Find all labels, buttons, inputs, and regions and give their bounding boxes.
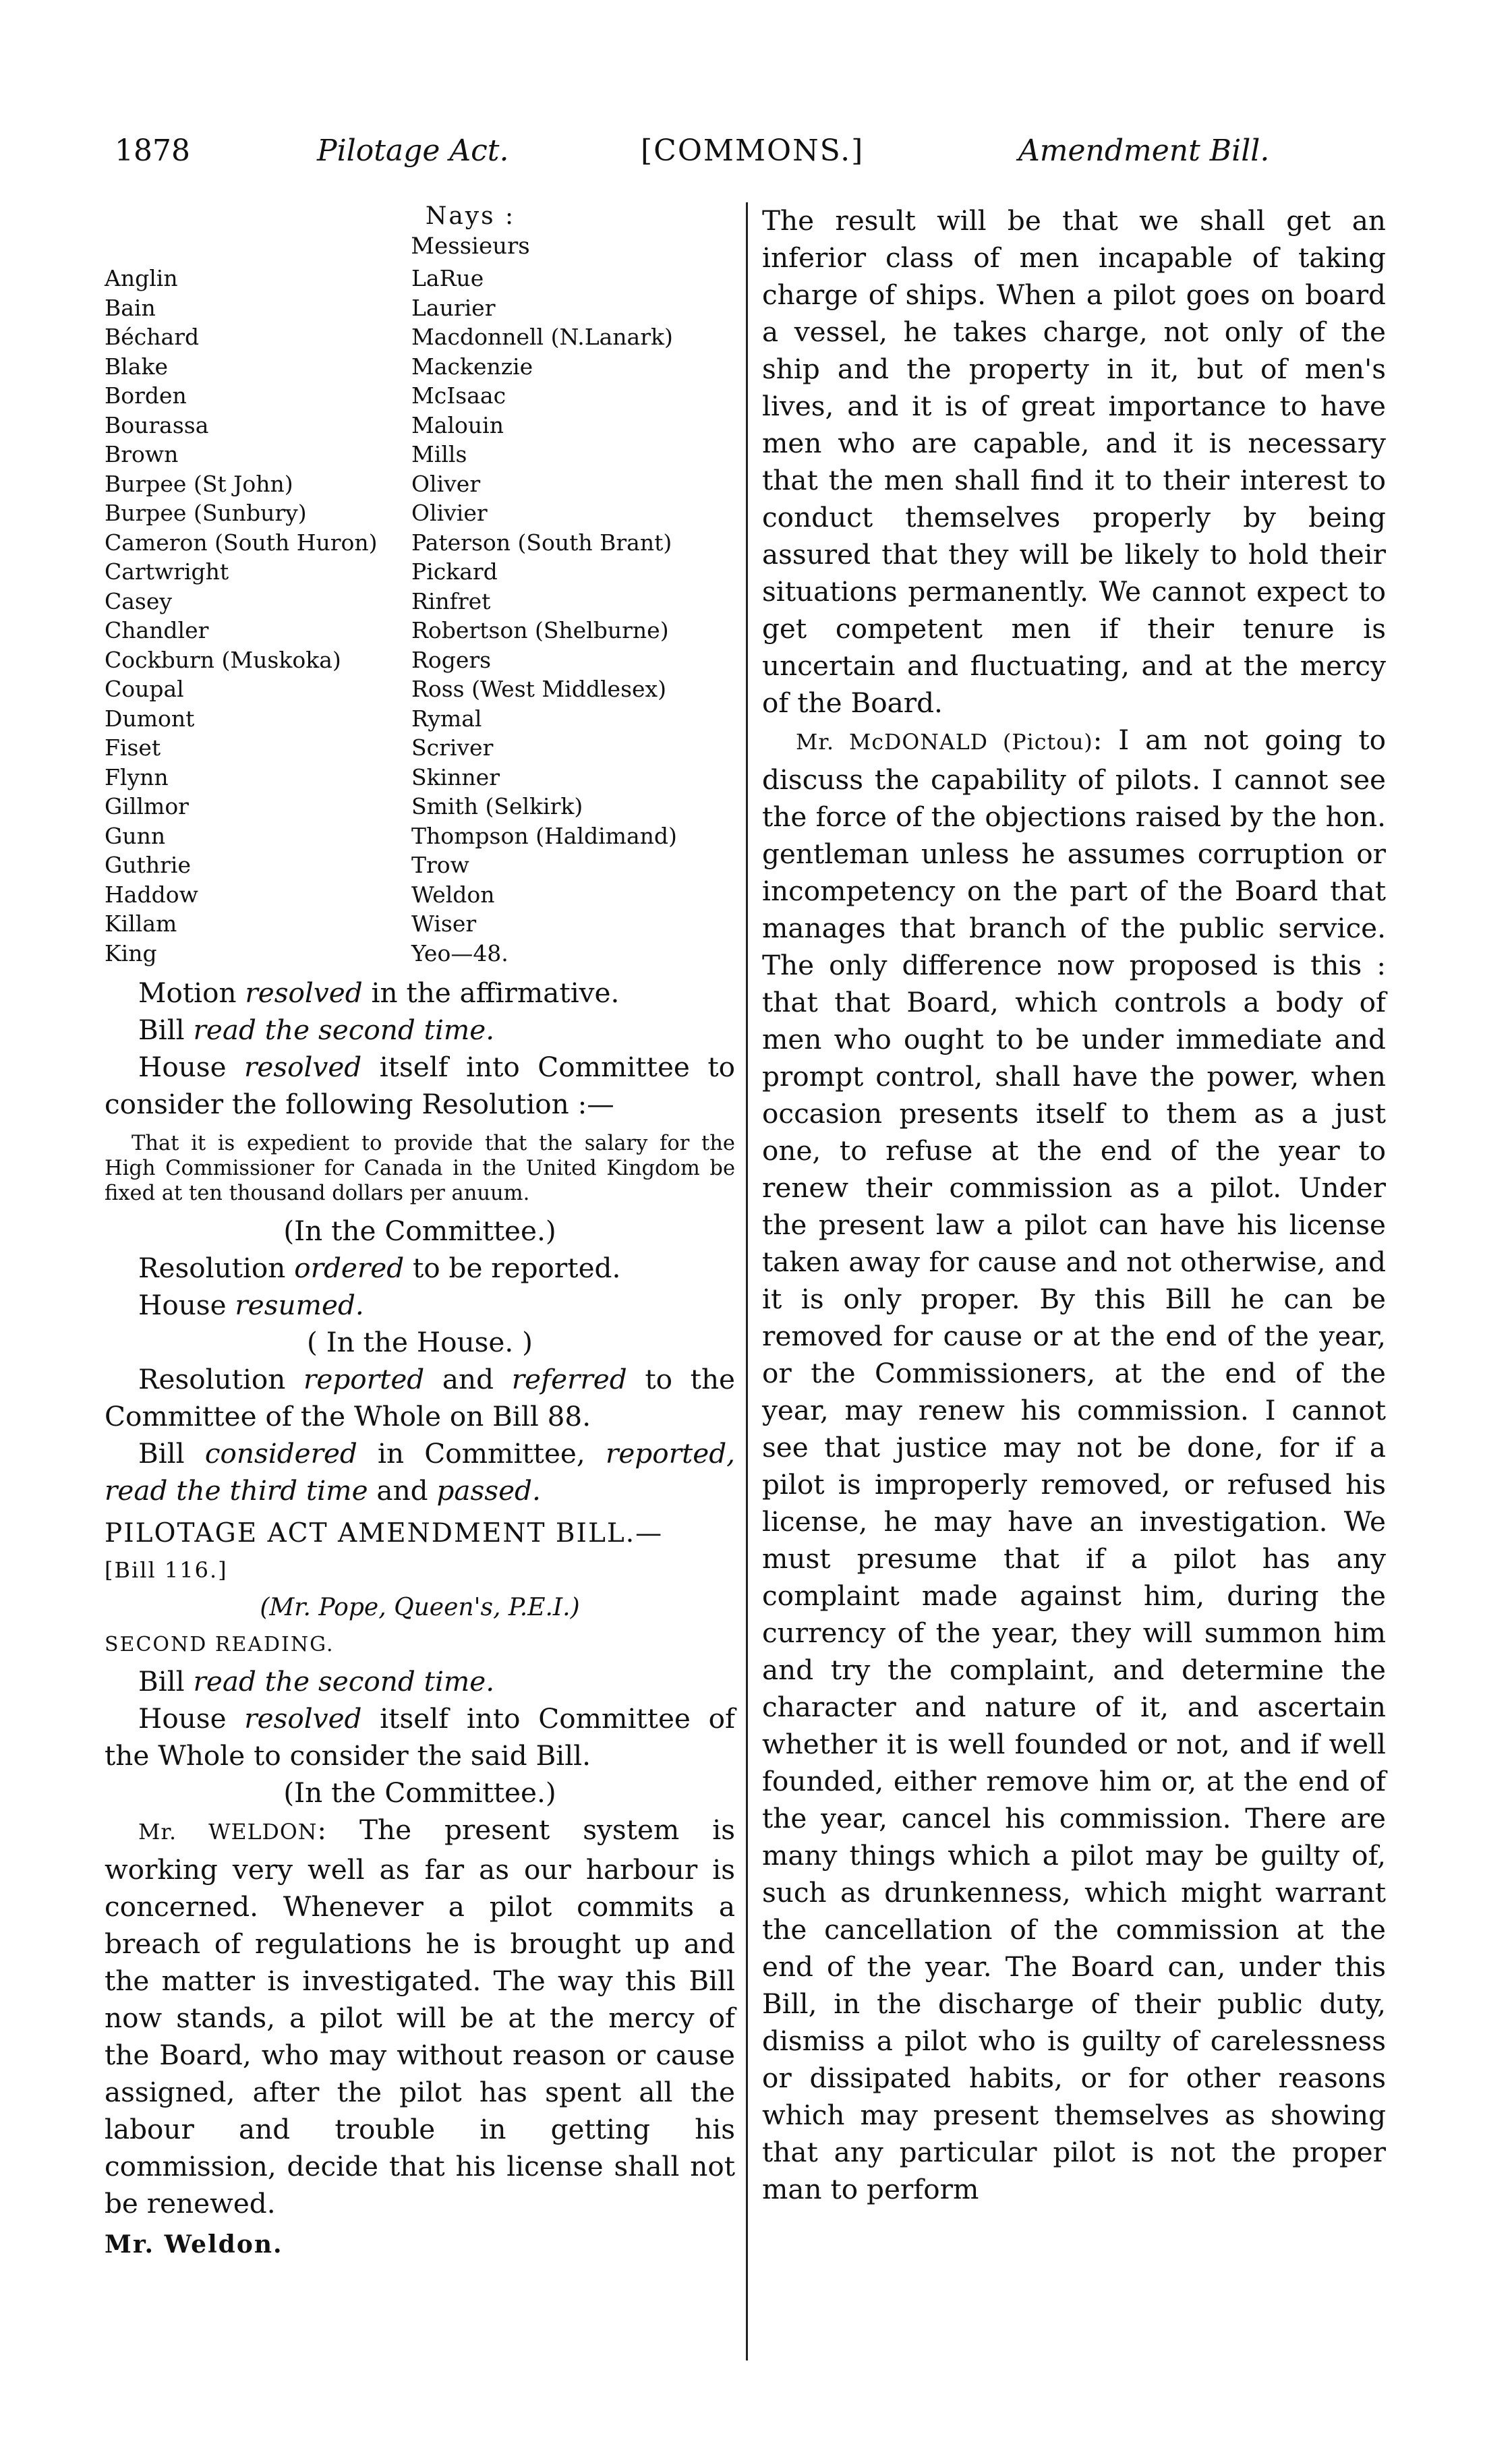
member-name: Yeo—48. bbox=[411, 939, 508, 966]
weldon-speech: Mr. WELDON: The present system is working very well as far as our harbour is concerned. Whenever a pilot commits a breach of regulations he is brought up and the matter is investigated. The way this Bill now stands, a pilot will be at the mercy of the Board, who may without reason or cause assigned, after the pilot has spent all the labour and trouble in getting his commission, decide that his license shall not be renewed. bbox=[105, 1814, 735, 2220]
member-name: Malouin bbox=[411, 411, 504, 438]
member-name: Bourassa bbox=[105, 411, 209, 438]
member-name: Haddow bbox=[105, 881, 198, 908]
nays-column-2 bbox=[411, 264, 735, 968]
member-name: Dumont bbox=[105, 705, 195, 732]
member-name: Mills bbox=[411, 441, 467, 467]
member-name: Olivier bbox=[411, 500, 488, 526]
resolution-text: That it is expedient to provide that the salary for the High Commissioner for Canada in the United Kingdom be fixed at ten thousand dollars per anuum. bbox=[105, 1132, 735, 1205]
member-name: McIsaac bbox=[411, 382, 506, 409]
house-committee2-line: House resolved itself into Committee of the Whole to consider the said Bill. bbox=[105, 1702, 735, 1772]
page-header bbox=[115, 134, 1396, 174]
section-heading: PILOTAGE ACT AMENDMENT BILL.— bbox=[105, 1518, 664, 1548]
member-name: Macdonnell (N.Lanark) bbox=[411, 324, 673, 350]
in-committee-label: (In the Committee.) bbox=[283, 1215, 556, 1247]
bill-number: [Bill 116.] bbox=[105, 1557, 228, 1583]
running-title-center: [COMMONS.] bbox=[641, 134, 865, 168]
member-name: Wiser bbox=[411, 910, 477, 937]
member-name: Ross (West Middlesex) bbox=[411, 676, 667, 702]
in-committee2-label: (In the Committee.) bbox=[283, 1776, 556, 1809]
member-name: Burpee (Sunbury) bbox=[105, 500, 307, 526]
member-name: Smith (Selkirk) bbox=[411, 793, 583, 819]
speaker-weldon: Mr. WELDON bbox=[138, 1820, 318, 1845]
member-name: Rogers bbox=[411, 646, 492, 673]
member-name: Oliver bbox=[411, 470, 481, 497]
member-name: Blake bbox=[105, 353, 169, 380]
member-name: Skinner bbox=[411, 763, 500, 790]
member-name: LaRue bbox=[411, 265, 484, 291]
proceedings bbox=[105, 975, 735, 2263]
left-column bbox=[105, 202, 735, 2263]
member-name: Flynn bbox=[105, 763, 169, 790]
footer-catchword: Mr. Weldon. bbox=[105, 2230, 283, 2259]
member-name: Gunn bbox=[105, 822, 166, 849]
member-name: Laurier bbox=[411, 294, 496, 321]
bill-second-line: Bill read the second time. bbox=[138, 1014, 495, 1046]
member-name: Killam bbox=[105, 910, 177, 937]
member-name: Cartwright bbox=[105, 558, 229, 585]
resolution-reported-line: Resolution reported and referred to the Committee of the Whole on Bill 88. bbox=[105, 1363, 736, 1432]
member-name: Guthrie bbox=[105, 852, 191, 878]
member-name: Trow bbox=[411, 852, 469, 878]
page-number: 1878 bbox=[115, 134, 190, 168]
member-name: Pickard bbox=[411, 558, 498, 585]
house-committee-line: House resolved itself into Committee to consider the following Resolution :— bbox=[105, 1051, 736, 1120]
bill-considered-line: Bill considered in Committee, reported, read the third time and passed. bbox=[105, 1437, 735, 1507]
right-column bbox=[762, 202, 1386, 2208]
member-name: Paterson (South Brant) bbox=[411, 529, 672, 556]
member-name: Robertson (Shelburne) bbox=[411, 617, 669, 643]
member-name: Fiset bbox=[105, 734, 161, 761]
house-resumed-line: House resumed. bbox=[138, 1289, 364, 1321]
in-house-label: ( In the House. ) bbox=[307, 1326, 533, 1358]
nays-heading: Nays : bbox=[425, 202, 516, 230]
member-name: Scriver bbox=[411, 734, 494, 761]
speech-continuation: The result will be that we shall get an inferior class of men incapable of taking charge of ships. When a pilot goes on board a vessel, he takes charge, not only of the ship and the property in it, but of men's lives, and it is of great importance to have men who are capable, and it is necessary that the men shall find it to their interest to conduct themselves properly by being assured that they will be likely to hold their situations permanently. We cannot expect to get competent men if their tenure is uncertain and fluctuating, and at the mercy of the Board. bbox=[762, 204, 1386, 719]
second-reading-label: SECOND READING. bbox=[105, 1633, 335, 1656]
member-name: Thompson (Haldimand) bbox=[411, 822, 677, 849]
speaker-mcdonald: Mr. McDONALD (Pictou) bbox=[796, 730, 1093, 755]
member-name: King bbox=[105, 939, 157, 966]
nays-list bbox=[105, 264, 735, 968]
member-name: Rinfret bbox=[411, 587, 491, 614]
member-name: Weldon bbox=[411, 881, 495, 908]
resolution-ordered-line: Resolution ordered to be reported. bbox=[138, 1252, 621, 1284]
nays-subheading: Messieurs bbox=[411, 233, 530, 260]
motion-line: Motion resolved in the affirmative. bbox=[138, 977, 620, 1009]
running-title-right: Amendment Bill. bbox=[1018, 134, 1270, 168]
member-name: Cockburn (Muskoka) bbox=[105, 646, 341, 673]
member-name: Chandler bbox=[105, 617, 209, 643]
member-name: Brown bbox=[105, 441, 179, 467]
bill-read-line: Bill read the second time. bbox=[138, 1665, 495, 1698]
member-name: Mackenzie bbox=[411, 353, 533, 380]
member-name: Gillmor bbox=[105, 793, 189, 819]
member-name: Rymal bbox=[411, 705, 482, 732]
nays-column-1 bbox=[105, 264, 411, 968]
member-name: Cameron (South Huron) bbox=[105, 529, 378, 556]
member-name: Béchard bbox=[105, 324, 200, 350]
mcdonald-speech: Mr. McDONALD (Pictou): I am not going to discuss the capability of pilots. I cannot see the force of the objections raised by the hon. gentleman unless he assumes corruption or incompetency on the part of the Board that manages that branch of the public service. The only difference now proposed is this : that that Board, which controls a body of men who ought to be under immediate and prompt control, shall have the power, when occasion presents itself to them as a just one, to refuse at the end of the year to renew their commission as a pilot. Under the present law a pilot can have his license taken away for cause and not otherwise, and it is only proper. By this Bill he can be removed for cause or at the end of the year, or the Commissioners, at the end of the year, may renew his commission. I cannot see that justice may not be done, for if a pilot is improperly removed, or refused his license, he may have an investigation. We must presume that if a pilot has any complaint made against him, during the currency of the year, they will summon him and try the complaint, and determine the character and nature of it, and ascertain whether it is well founded or not, and if well founded, either remove him or, at the end of the year, cancel his commission. There are many things which a pilot may be guilty of, such as drunkenness, which might warrant the cancellation of the commission at the end of the year. The Board can, under this Bill, in the discharge of their public duty, dismiss a pilot who is guilty of carelessness or dissipated habits, or for other reasons which may present themselves as showing that any particular pilot is not the proper man to perform bbox=[762, 724, 1387, 2205]
member-name: Casey bbox=[105, 587, 173, 614]
mover-line: (Mr. Pope, Queen's, P.E.I.) bbox=[260, 1594, 580, 1621]
column-divider bbox=[746, 202, 748, 2360]
member-name: Coupal bbox=[105, 676, 184, 702]
member-name: Borden bbox=[105, 382, 187, 409]
member-name: Burpee (St John) bbox=[105, 470, 293, 497]
member-name: Anglin bbox=[105, 265, 178, 291]
running-title-left: Pilotage Act. bbox=[317, 134, 509, 168]
member-name: Bain bbox=[105, 294, 156, 321]
